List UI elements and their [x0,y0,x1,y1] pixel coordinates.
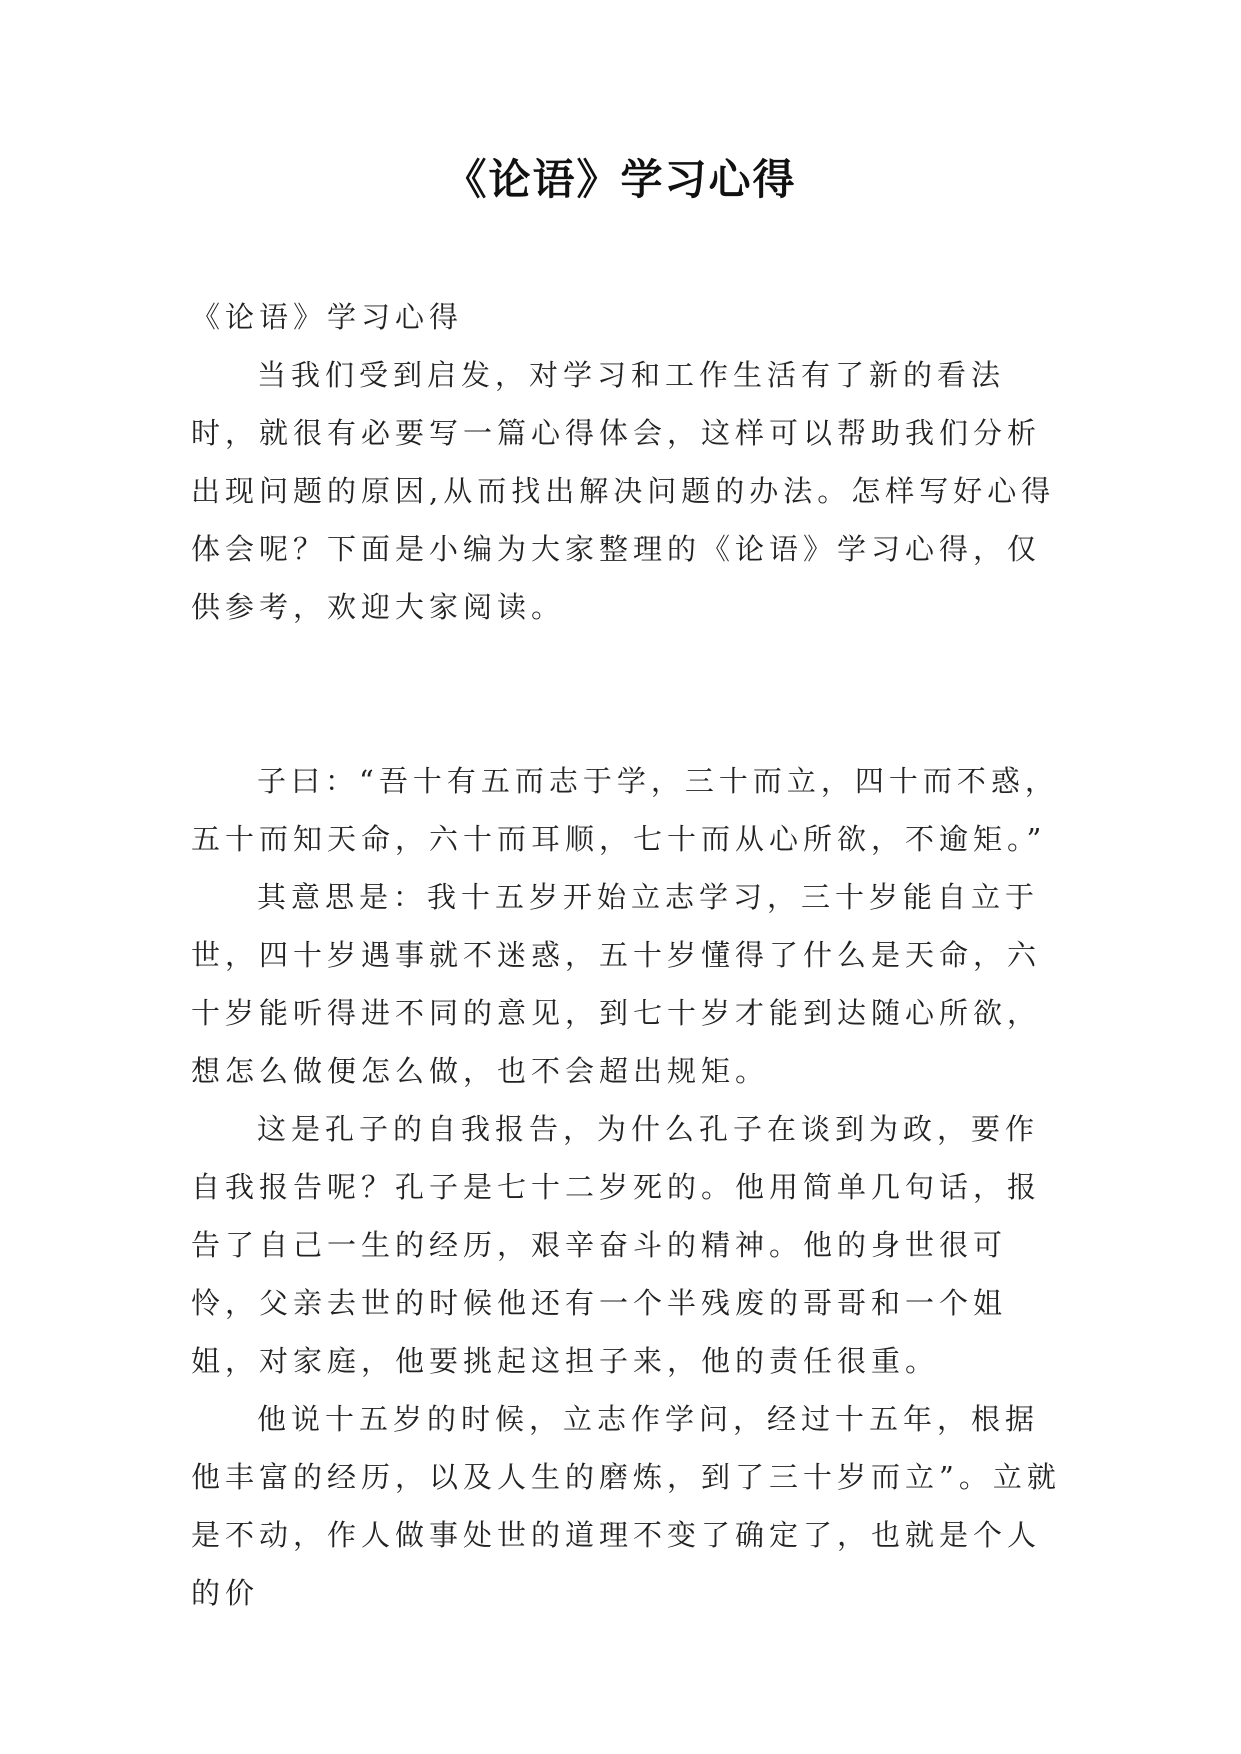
section-spacer [191,636,1061,752]
quote-paragraph: 子曰：“吾十有五而志于学，三十而立，四十而不惑，五十而知天命，六十而耳顺，七十而从心所欲，不逾矩。” [191,764,1059,856]
report-paragraph: 这是孔子的自我报告，为什么孔子在谈到为政，要作自我报告呢？孔子是七十二岁死的。他用简单几句话，报告了自己一生的经历，艰辛奋斗的精神。他的身世很可怜，父亲去世的时候他还有一个半残废的哥哥和一个姐姐，对家庭，他要挑起这担子来，他的责任很重。 [191,1112,1042,1378]
document-subtitle: 《论语》学习心得 [191,300,464,334]
document-body [191,288,1061,1622]
document-title: 《论语》学习心得 [444,155,797,204]
ambition-paragraph: 他说十五岁的时候，立志作学问，经过十五年，根据他丰富的经历，以及人生的磨炼，到了三十岁而立”。立就是不动，作人做事处世的道理不变了确定了，也就是个人的价 [191,1402,1061,1610]
meaning-paragraph: 其意思是：我十五岁开始立志学习，三十岁能自立于世，四十岁遇事就不迷惑，五十岁懂得了什么是天命，六十岁能听得进不同的意见，到七十岁才能到达随心所欲，想怎么做便怎么做，也不会超出规矩。 [191,880,1042,1088]
intro-paragraph: 当我们受到启发，对学习和工作生活有了新的看法时，就很有必要写一篇心得体会，这样可以帮助我们分析出现问题的原因,从而找出解决问题的办法。怎样写好心得体会呢？下面是小编为大家整理的《论语》学习心得，仅供参考，欢迎大家阅读。 [191,358,1056,624]
